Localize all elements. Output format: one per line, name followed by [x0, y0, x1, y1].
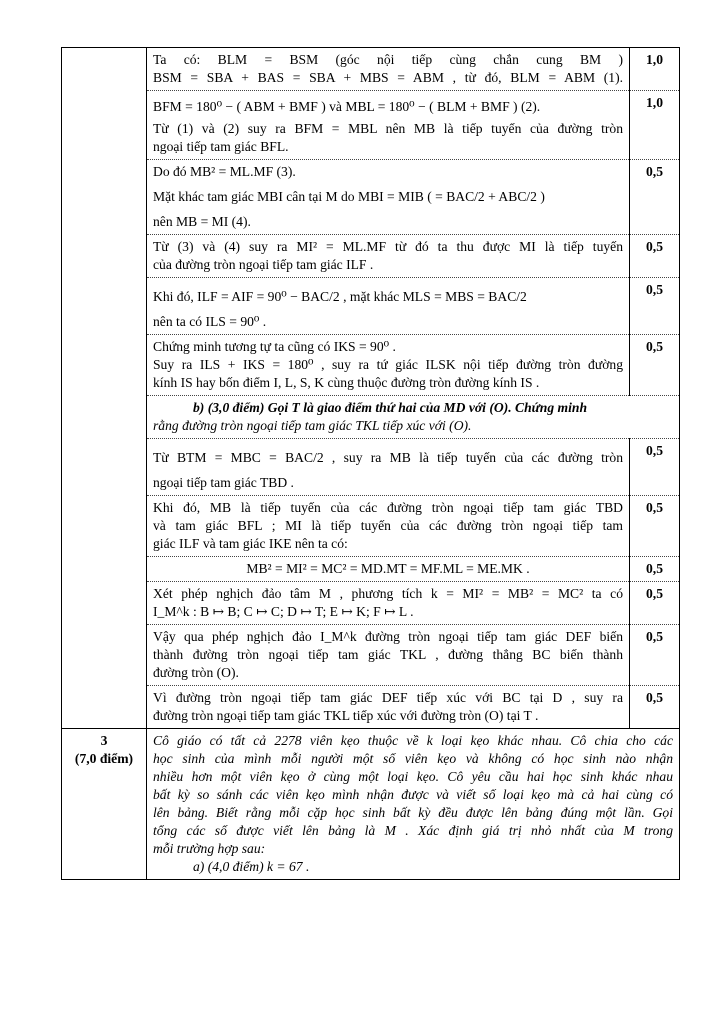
solution-line: Do đó MB² = ML.MF (3). [153, 164, 296, 179]
question-number-cell-empty [62, 48, 147, 729]
table-row [62, 335, 680, 396]
question-part-a: a) (4,0 điểm) k = 67 . [193, 859, 310, 874]
solution-line: Xét phép nghịch đảo tâm M , phương tích k = MI² = MB² = MC² ta có [153, 586, 623, 601]
table-row [62, 48, 680, 91]
score-cell: 0,5 [630, 235, 680, 278]
score-cell: 0,5 [630, 335, 680, 396]
solution-line: Từ (1) và (2) suy ra BFM = MBL nên MB là tiếp tuyến của đường tròn [153, 121, 623, 136]
table-row [62, 278, 680, 335]
score-cell: 0,5 [630, 625, 680, 686]
question-number: 3 [100, 733, 108, 748]
solution-step [147, 686, 630, 729]
solution-line: và tam giác BFL ; MI là tiếp tuyến của các đường tròn ngoại tiếp tam [153, 518, 623, 533]
table-row [62, 160, 680, 235]
solution-step [147, 557, 630, 582]
solution-line: kính IS hay bốn điểm I, L, S, K cùng thuộc đường tròn đường kính IS . [153, 375, 540, 390]
solution-step [147, 335, 630, 396]
solution-line: Ta có: BLM = BSM (góc nội tiếp cùng chắn cung BM ) [153, 52, 623, 67]
solution-line: Khi đó, ILF = AIF = 90⁰ − BAC/2 , mặt khác MLS = MBS = BAC/2 [153, 289, 527, 304]
table-row [62, 582, 680, 625]
solution-step [147, 625, 630, 686]
score-cell: 0,5 [630, 278, 680, 335]
solution-line: Vì đường tròn ngoại tiếp tam giác DEF tiếp xúc với BC tại D , suy ra [153, 690, 623, 705]
solution-step [147, 278, 630, 335]
solution-table [61, 47, 680, 880]
score-cell: 0,5 [630, 686, 680, 729]
solution-line: Từ BTM = MBC = BAC/2 , suy ra MB là tiếp tuyến của các đường tròn [153, 450, 623, 465]
table-row [62, 625, 680, 686]
score-cell: 0,5 [630, 496, 680, 557]
solution-line: giác ILF và tam giác IKE nên ta có: [153, 536, 348, 551]
question-line: mỗi trường hợp sau: [153, 841, 266, 856]
question-line: Cô giáo có tất cả 2278 viên kẹo thuộc về k loại kẹo khác nhau. Cô chia cho các [153, 733, 673, 748]
solution-line: I_M^k : B ↦ B; C ↦ C; D ↦ T; E ↦ K; F ↦ L . [153, 604, 414, 619]
solution-line: ngoại tiếp tam giác TBD . [153, 475, 294, 490]
table-row [62, 91, 680, 160]
solution-line: Vậy qua phép nghịch đảo I_M^k đường tròn ngoại tiếp tam giác DEF biến [153, 629, 623, 644]
solution-line: Mặt khác tam giác MBI cân tại M do MBI = MIB ( = BAC/2 + ABC/2 ) [153, 189, 545, 204]
solution-line: Từ (3) và (4) suy ra MI² = ML.MF từ đó ta thu được MI là tiếp tuyến [153, 239, 623, 254]
question-points: (7,0 điểm) [74, 751, 134, 766]
question-line: bất kỳ so sánh các viên kẹo mình nhận được và viết số loại kẹo mà cả hai cùng có [153, 787, 673, 802]
part-b-heading [147, 396, 680, 439]
table-row [62, 557, 680, 582]
solution-step [147, 496, 630, 557]
solution-line: Khi đó, MB là tiếp tuyến của các đường tròn ngoại tiếp tam giác TBD [153, 500, 623, 515]
score-cell: 0,5 [630, 439, 680, 496]
question-number-cell [62, 729, 147, 880]
part-b-line: b) (3,0 điểm) Gọi T là giao điểm thứ hai của MD với (O). Chứng minh [193, 400, 588, 415]
score-cell: 0,5 [630, 160, 680, 235]
question-line: nhiều hơn một viên kẹo ở cùng một loại kẹo. Cô yêu cầu hai học sinh khác nhau [153, 769, 673, 784]
solution-line: đường tròn ngoại tiếp tam giác TKL tiếp xúc với đường tròn (O) tại T . [153, 708, 539, 723]
table-row [62, 439, 680, 496]
question-line: học sinh của mình mỗi người một số viên kẹo và không có học sinh nào nhận [153, 751, 673, 766]
score-cell: 0,5 [630, 582, 680, 625]
solution-line: MB² = MI² = MC² = MD.MT = MF.ML = ME.MK . [246, 561, 530, 576]
table-row [62, 496, 680, 557]
solution-line: Suy ra ILS + IKS = 180⁰ , suy ra tứ giác ILSK nội tiếp đường tròn đường [153, 357, 623, 372]
solution-line: đường tròn (O). [153, 665, 239, 680]
solution-line: Chứng minh tương tự ta cũng có IKS = 90⁰ . [153, 339, 396, 354]
solution-line: nên MB = MI (4). [153, 214, 251, 229]
solution-step [147, 582, 630, 625]
solution-step [147, 48, 630, 91]
solution-line: BSM = SBA + BAS = SBA + MBS = ABM , từ đó, BLM = ABM (1). [153, 70, 623, 85]
table-row [62, 396, 680, 439]
table-row [62, 686, 680, 729]
score-cell: 0,5 [630, 557, 680, 582]
part-b-line: rằng đường tròn ngoại tiếp tam giác TKL tiếp xúc với (O). [153, 418, 472, 433]
question-line: lên bảng. Biết rằng mỗi cặp học sinh bất kỳ đều được lên bảng đúng một lần. Gọi [153, 805, 673, 820]
solution-step [147, 235, 630, 278]
solution-line: ngoại tiếp tam giác BFL. [153, 139, 289, 154]
solution-line: thành đường tròn ngoại tiếp tam giác TKL , đường thẳng BC biến thành [153, 647, 623, 662]
solution-step [147, 91, 630, 160]
solution-line: nên ta có ILS = 90⁰ . [153, 314, 267, 329]
solution-line: BFM = 180⁰ − ( ABM + BMF ) và MBL = 180⁰ − ( BLM + BMF ) (2). [153, 99, 541, 114]
question-line: tổng các số được viết lên bảng là M . Xác định giá trị nhỏ nhất của M trong [153, 823, 673, 838]
solution-line: của đường tròn ngoại tiếp tam giác ILF . [153, 257, 374, 272]
table-row [62, 235, 680, 278]
table-row-question-3 [62, 729, 680, 880]
solution-step [147, 160, 630, 235]
score-cell: 1,0 [630, 91, 680, 160]
question-3-statement [147, 729, 680, 880]
solution-step [147, 439, 630, 496]
score-cell: 1,0 [630, 48, 680, 91]
